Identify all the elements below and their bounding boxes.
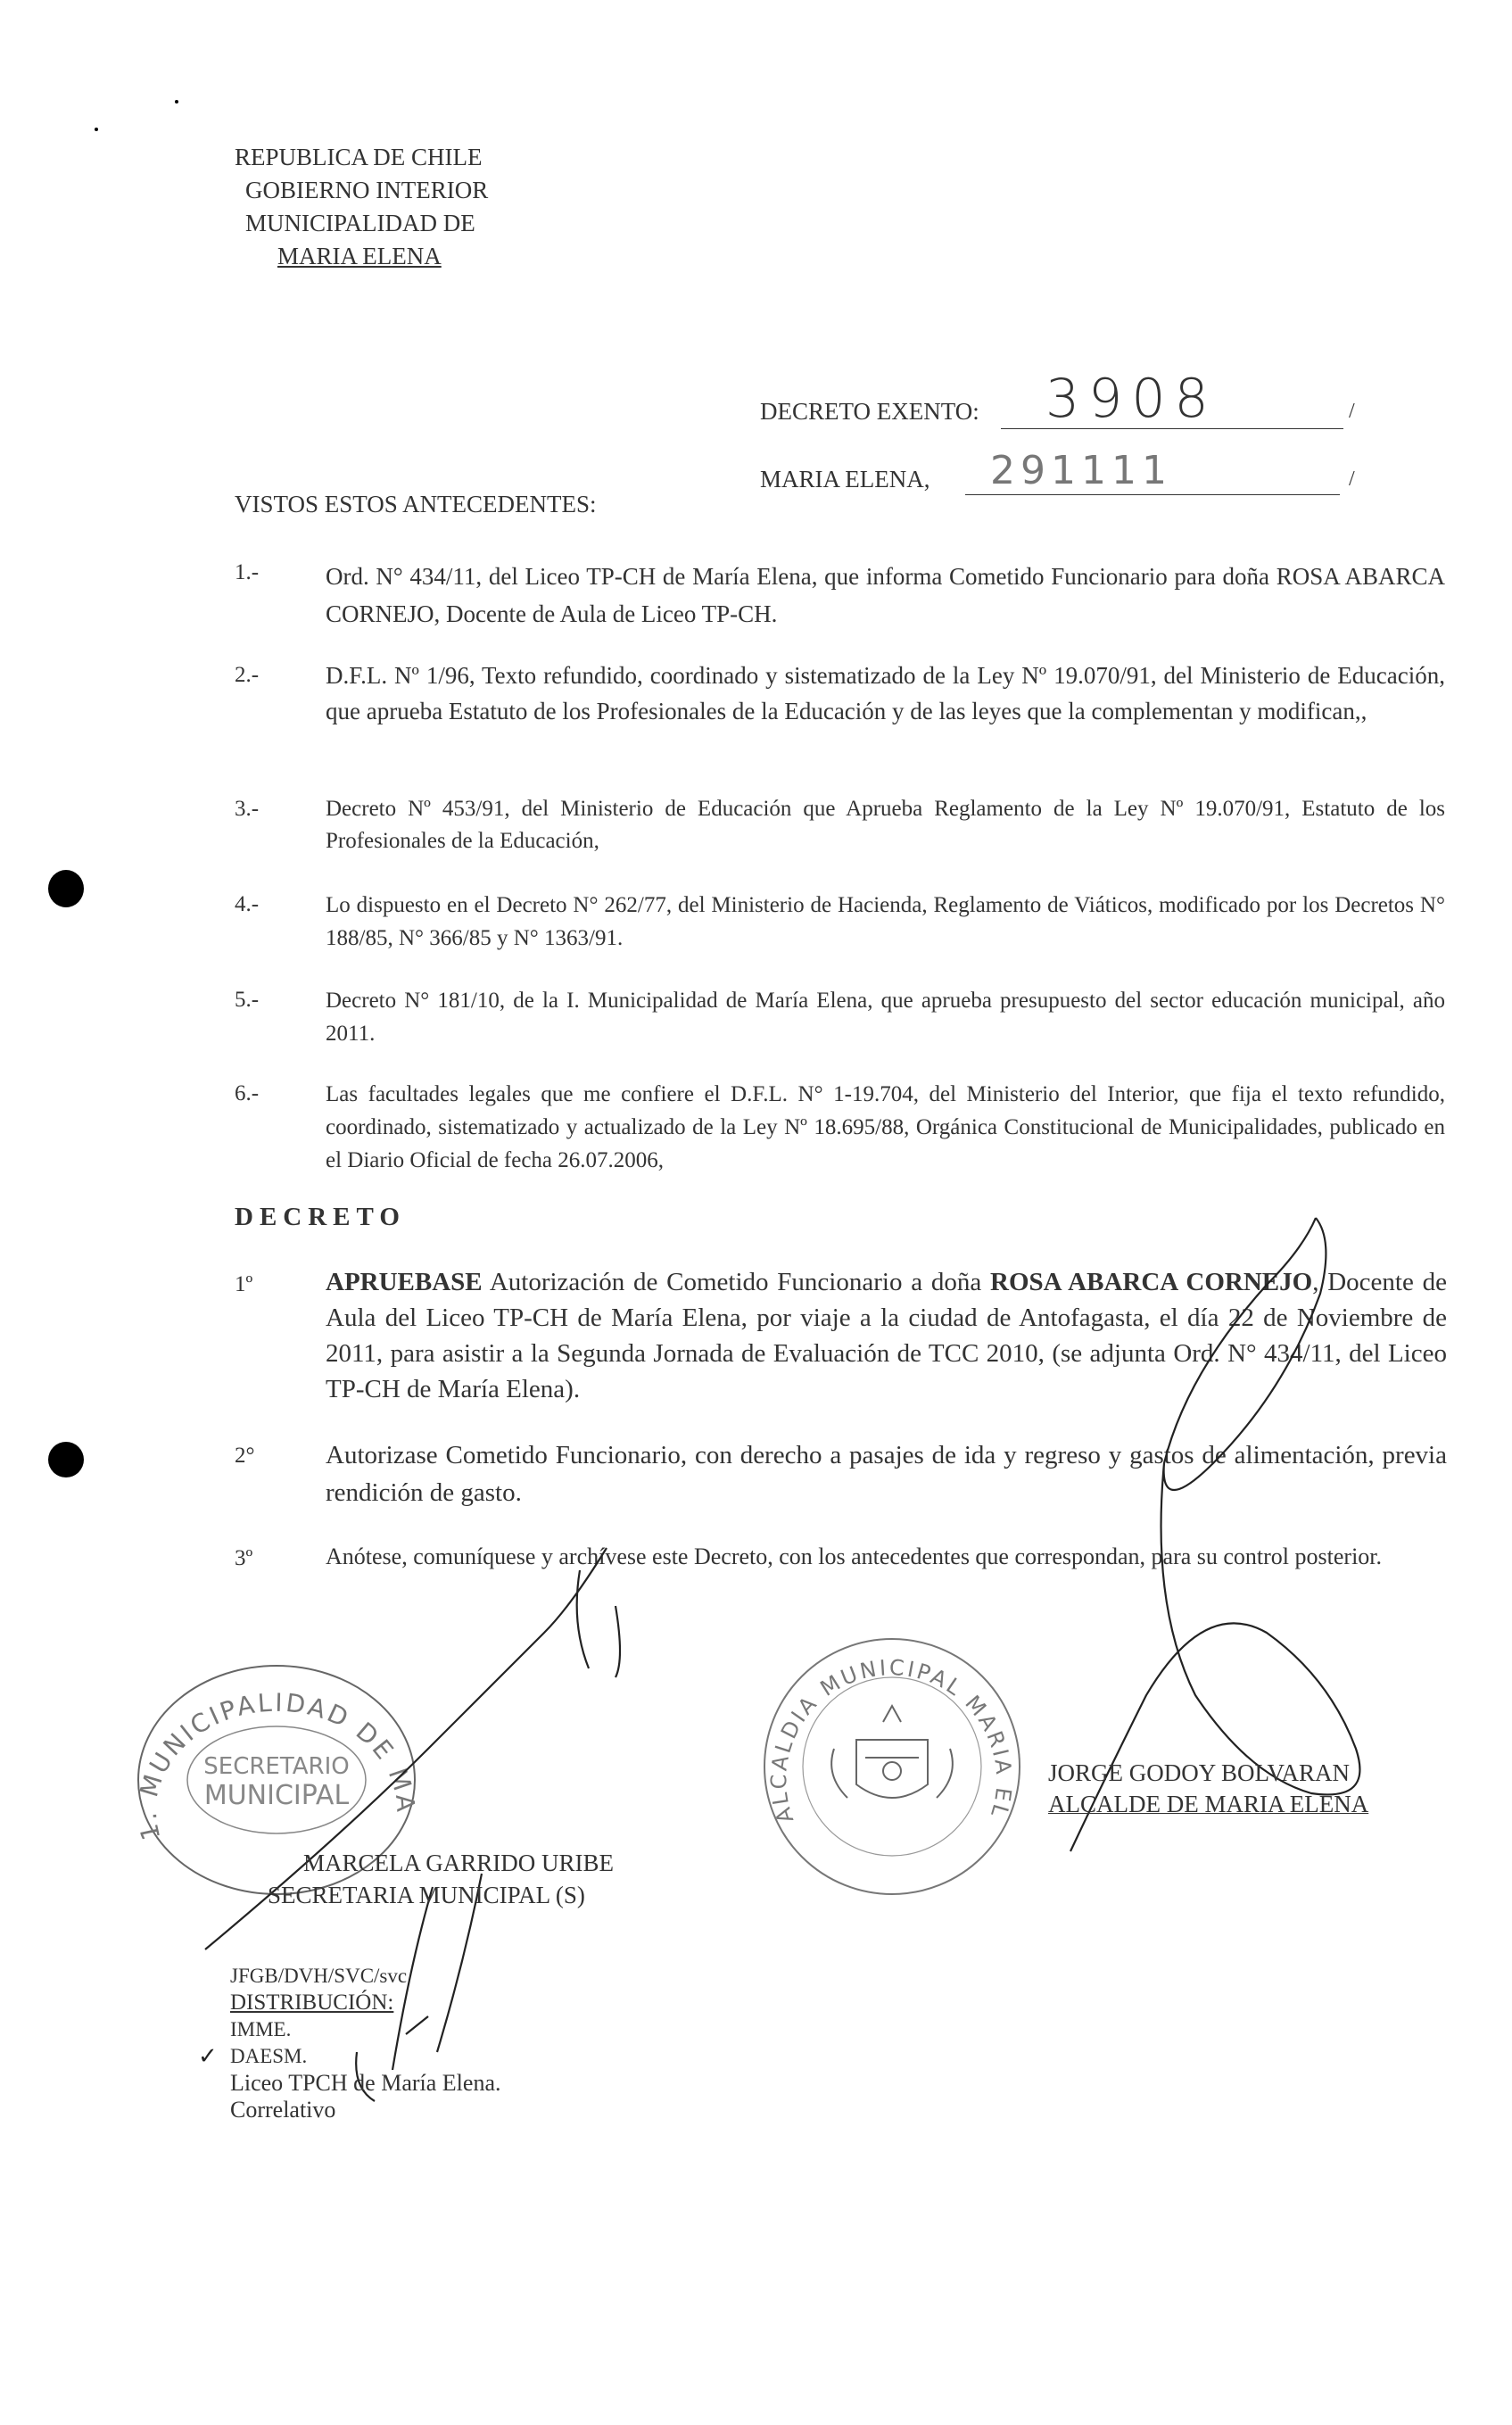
coat-of-arms-icon	[831, 1706, 953, 1798]
check-mark-icon: ✓	[198, 2043, 218, 2070]
item-text	[326, 1264, 1447, 1407]
signatory-name: MARCELA GARRIDO URIBE	[303, 1850, 615, 1876]
item-number: 2.-	[235, 663, 260, 687]
item-number: 3º	[235, 1546, 253, 1570]
header-line-municipalidad: MUNICIPALIDAD DE	[245, 210, 475, 236]
seal-graphic	[758, 1633, 1026, 1900]
date-slash: /	[1349, 468, 1355, 491]
signatory-name: JORGE GODOY BOLVARAN	[1048, 1759, 1351, 1786]
institution-header	[235, 141, 488, 273]
dist-item: IMME.	[230, 2018, 292, 2040]
dist-item: Correlativo	[230, 2097, 336, 2123]
item-text: Decreto Nº 453/91, del Ministerio de Educación que Aprueba Reglamento de la Ley Nº 19.070/91, Estatuto de los Profesionales de la Educación,	[326, 797, 1445, 853]
header-line-gobierno: GOBIERNO INTERIOR	[245, 177, 489, 203]
signatory-title: SECRETARIA MUNICIPAL (S)	[268, 1882, 585, 1908]
punch-hole-bottom	[48, 1442, 84, 1477]
item-text: Autorizase Cometido Funcionario, con derecho a pasajes de ida y regreso y gastos de alimentación, previa rendición de gasto.	[326, 1441, 1447, 1507]
item-number: 1º	[235, 1272, 253, 1296]
decree-date-row	[760, 448, 1367, 501]
place-label: MARIA ELENA,	[760, 466, 930, 492]
date-handwritten: 291111	[990, 448, 1172, 493]
item-text: Lo dispuesto en el Decreto N° 262/77, del Ministerio de Hacienda, Reglamento de Viáticos, modificado por los Decretos N° 188/85, N° 366/85 y N° 1363/91.	[326, 893, 1445, 950]
signatory-title: ALCALDE DE MARIA ELENA	[1048, 1791, 1369, 1817]
item-number: 2°	[235, 1444, 255, 1468]
item-text: Decreto N° 181/10, de la I. Municipalidad de María Elena, que aprueba presupuesto del sector educación municipal, año 2011.	[326, 989, 1445, 1046]
signatory-right	[1048, 1758, 1368, 1820]
header-line-republica: REPUBLICA DE CHILE	[235, 144, 483, 170]
decree-label: DECRETO EXENTO:	[760, 398, 979, 425]
item-number: 3.-	[235, 797, 260, 821]
header-line-maria-elena: MARIA ELENA	[277, 243, 442, 269]
decreto-title: DECRETO	[235, 1203, 406, 1231]
beneficiary-name: ROSA ABARCA CORNEJO	[990, 1268, 1313, 1296]
decree-number-row	[760, 368, 1367, 430]
approval-keyword: APRUEBASE	[326, 1268, 483, 1296]
decree-number: 3908	[1045, 368, 1218, 430]
mayor-office-seal	[758, 1633, 1026, 1900]
item-number: 5.-	[235, 988, 260, 1012]
seal-ring-text: 1. MUNICIPALIDAD DE MA	[134, 1687, 419, 1843]
seal-center-line2: MUNICIPAL	[203, 1780, 350, 1811]
signatory-left	[268, 1847, 614, 1911]
item-number: 1.-	[235, 560, 260, 584]
seal-ring-text: ALCALDIA MUNICIPAL MARIA EL	[766, 1654, 1017, 1826]
item-number: 6.-	[235, 1081, 260, 1105]
item-text: Anótese, comuníquese y archívese este Decreto, con los antecedentes que correspondan, para su control posterior.	[326, 1544, 1383, 1569]
vistos-title: VISTOS ESTOS ANTECEDENTES:	[235, 491, 597, 517]
date-underline	[965, 494, 1340, 495]
speck	[95, 128, 98, 131]
initials: JFGB/DVH/SVC/svc	[230, 1965, 408, 1987]
punch-hole-top	[48, 870, 84, 907]
item-text: Las facultades legales que me confiere el D.F.L. N° 1-19.704, del Ministerio del Interior, que fija el texto refundido, coordinado, sistematizado y actualizado de la Ley Nº 18.695/88, Orgánica Constitucional de Municipalidades, publicado en el Diario Oficial de fecha 26.07.2006,	[326, 1082, 1445, 1172]
speck	[175, 100, 178, 103]
distribution-title: DISTRIBUCIÓN:	[230, 1990, 394, 2015]
text-span: Autorización de Cometido Funcionario a doña	[482, 1268, 991, 1296]
dist-item: Liceo TPCH de María Elena.	[230, 2070, 501, 2096]
text-span: , Docente de Aula del Liceo TP-CH de María Elena, por viaje a la ciudad de Antofagasta, el día 22 de Noviembre de 2011, para asistir a la Segunda Jornada de Evaluación de TCC 2010, (se adjunta Ord. N° 434/11, del Liceo TP-CH de María Elena).	[326, 1268, 1447, 1403]
item-text: D.F.L. Nº 1/96, Texto refundido, coordinado y sistematizado de la Ley Nº 19.070/91, del Ministerio de Educación, que aprueba Estatuto de los Profesionales de la Educación y de las leyes que la complementan y modifican,,	[326, 662, 1445, 724]
item-text: Ord. N° 434/11, del Liceo TP-CH de María Elena, que informa Cometido Funcionario para doña ROSA ABARCA CORNEJO, Docente de Aula de Liceo TP-CH.	[326, 563, 1445, 627]
distribution-block	[230, 1963, 500, 2123]
item-number: 4.-	[235, 892, 260, 916]
dist-item: DAESM.	[230, 2045, 308, 2067]
decree-slash: /	[1349, 400, 1355, 423]
seal-center-line1: SECRETARIO	[203, 1753, 350, 1780]
